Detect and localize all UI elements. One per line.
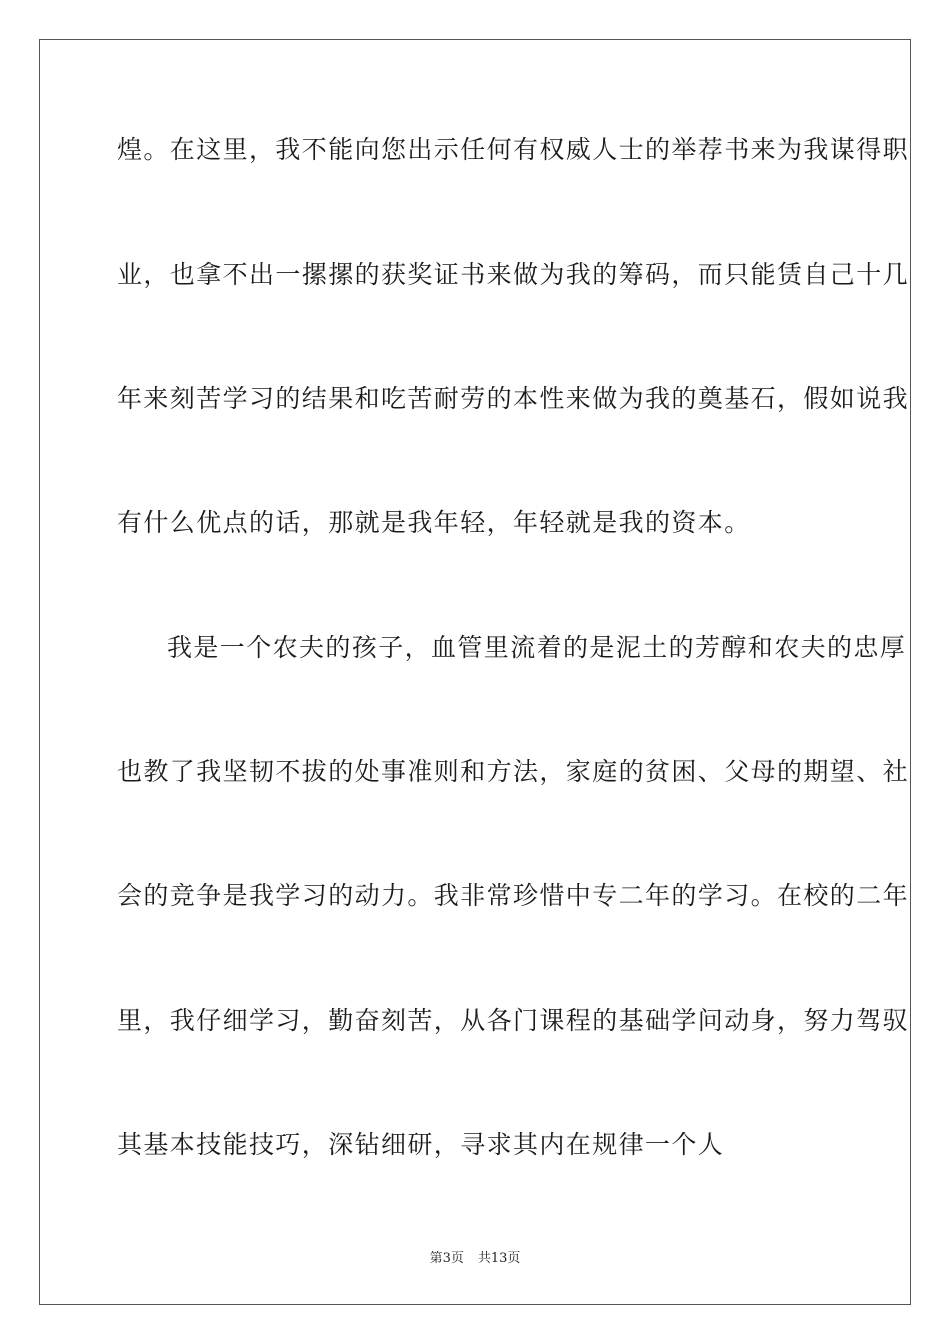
- text-line-1: 煌。在这里，我不能向您出示任何有权威人士的举荐书来为我谋得职: [117, 135, 910, 164]
- page-total: 共13页: [477, 1251, 521, 1266]
- text-line-9: 其基本技能技巧，深钻细研，寻求其内在规律一个人: [117, 1130, 725, 1159]
- text-line-8: 里，我仔细学习，勤奋刻苦，从各门课程的基础学问动身，努力驾驭: [117, 1006, 910, 1035]
- page-border: [39, 39, 911, 1305]
- page-number: 第3页: [429, 1251, 464, 1266]
- text-line-3: 年来刻苦学习的结果和吃苦耐劳的本性来做为我的奠基石，假如说我: [117, 384, 910, 413]
- page-footer: [0, 1251, 950, 1267]
- text-line-5: 我是一个农夫的孩子，血管里流着的是泥土的芳醇和农夫的忠厚: [167, 633, 907, 662]
- text-line-2: 业，也拿不出一摞摞的获奖证书来做为我的筹码，而只能赁自己十几: [117, 260, 910, 289]
- text-line-6: 也教了我坚韧不拔的处事准则和方法，家庭的贫困、父母的期望、社: [117, 757, 910, 786]
- text-line-7: 会的竞争是我学习的动力。我非常珍惜中专二年的学习。在校的二年: [117, 881, 910, 910]
- text-line-4: 有什么优点的话，那就是我年轻，年轻就是我的资本。: [117, 508, 751, 537]
